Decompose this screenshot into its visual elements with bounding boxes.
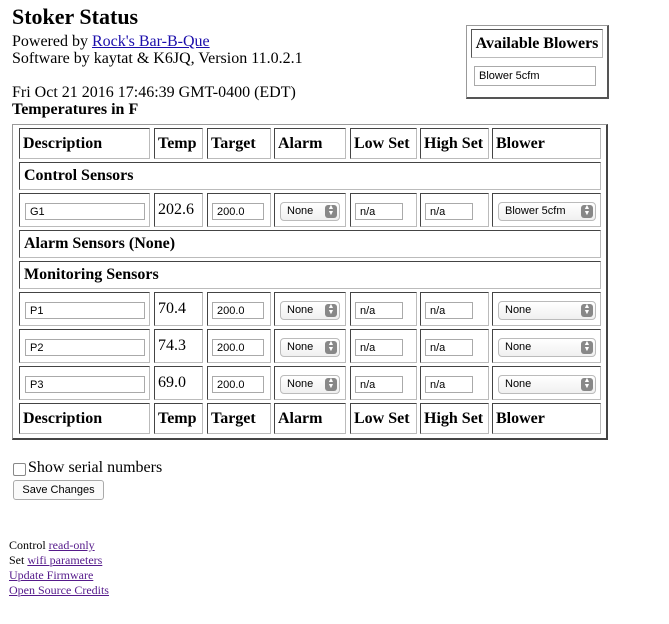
blower-cell	[492, 193, 601, 227]
target-cell	[207, 292, 271, 326]
sensor-table	[12, 124, 608, 440]
high-set-cell	[420, 292, 489, 326]
target-input[interactable]	[212, 339, 264, 356]
blower-select-value: None	[505, 304, 532, 316]
low-set-cell	[350, 292, 417, 326]
low-set-input[interactable]	[355, 339, 403, 356]
alarm-select-value: None	[287, 378, 314, 390]
current-temp: 69.0	[154, 366, 203, 400]
target-input[interactable]	[212, 376, 264, 393]
col-high-set: High Set	[420, 128, 489, 159]
set-label: Set	[9, 553, 28, 567]
blower-name-input[interactable]	[474, 66, 596, 86]
target-cell	[207, 366, 271, 400]
blower-select[interactable]	[498, 301, 596, 320]
blower-select[interactable]	[498, 375, 596, 394]
col-temp: Temp	[154, 128, 203, 159]
chevron-updown-icon: ▲ ▼	[325, 378, 337, 391]
high-set-cell	[420, 366, 489, 400]
update-firmware-link[interactable]: Update Firmware	[9, 568, 94, 582]
blower-select[interactable]	[498, 338, 596, 357]
sensor-name-input[interactable]	[25, 302, 145, 319]
software-credit: Software by kaytat & K6JQ, Version 11.0.2.1	[12, 50, 303, 67]
save-changes-button[interactable]: Save Changes	[13, 480, 104, 500]
alarm-cell	[274, 193, 346, 227]
table-row-description-cell	[19, 329, 150, 363]
alarm-select-value: None	[287, 341, 314, 353]
col-alarm: Alarm	[274, 128, 346, 159]
read-only-link[interactable]: read-only	[48, 538, 95, 552]
powered-by	[12, 33, 210, 51]
low-set-input[interactable]	[355, 302, 403, 319]
low-set-cell	[350, 329, 417, 363]
low-set-input[interactable]	[355, 376, 403, 393]
sensor-name-input[interactable]	[25, 339, 145, 356]
low-set-input[interactable]	[355, 203, 403, 220]
chevron-updown-icon: ▲ ▼	[581, 205, 593, 218]
control-label: Control	[9, 538, 49, 552]
page-title: Stoker Status	[12, 4, 139, 29]
col-temp-footer: Temp	[154, 403, 203, 434]
blower-select-value: None	[505, 341, 532, 353]
chevron-updown-icon: ▲ ▼	[325, 205, 337, 218]
alarm-cell	[274, 292, 346, 326]
blower-select-value: None	[505, 378, 532, 390]
chevron-updown-icon: ▲ ▼	[581, 304, 593, 317]
alarm-select-value: None	[287, 205, 314, 217]
control-mode-line	[9, 538, 95, 553]
alarm-select[interactable]	[280, 375, 340, 394]
chevron-updown-icon: ▲ ▼	[325, 341, 337, 354]
col-low-set: Low Set	[350, 128, 417, 159]
high-set-input[interactable]	[425, 376, 473, 393]
blower-cell	[492, 292, 601, 326]
high-set-cell	[420, 329, 489, 363]
alarm-select[interactable]	[280, 202, 340, 221]
blower-select-value: Blower 5cfm	[505, 205, 566, 217]
wifi-line	[9, 553, 102, 568]
table-row-description-cell	[19, 366, 150, 400]
sensor-name-input[interactable]	[25, 376, 145, 393]
open-source-credits-link[interactable]: Open Source Credits	[9, 583, 109, 597]
table-row-description-cell	[19, 193, 150, 227]
wifi-parameters-link[interactable]: wifi parameters	[27, 553, 103, 567]
blower-cell	[492, 329, 601, 363]
show-serial-checkbox[interactable]	[13, 463, 26, 476]
available-blowers-panel	[466, 25, 609, 99]
col-blower: Blower	[492, 128, 601, 159]
low-set-cell	[350, 193, 417, 227]
alarm-select[interactable]	[280, 338, 340, 357]
current-temp: 202.6	[154, 193, 203, 227]
target-cell	[207, 193, 271, 227]
col-high-set-footer: High Set	[420, 403, 489, 434]
col-description: Description	[19, 128, 150, 159]
col-target-footer: Target	[207, 403, 271, 434]
sensor-name-input[interactable]	[25, 203, 145, 220]
col-target: Target	[207, 128, 271, 159]
high-set-cell	[420, 193, 489, 227]
current-temp: 70.4	[154, 292, 203, 326]
chevron-updown-icon: ▲ ▼	[325, 304, 337, 317]
alarm-select[interactable]	[280, 301, 340, 320]
control-sensors-heading: Control Sensors	[19, 162, 601, 190]
chevron-updown-icon: ▲ ▼	[581, 378, 593, 391]
col-description-footer: Description	[19, 403, 150, 434]
high-set-input[interactable]	[425, 339, 473, 356]
target-input[interactable]	[212, 203, 264, 220]
high-set-input[interactable]	[425, 203, 473, 220]
rocks-bbq-link[interactable]: Rock's Bar-B-Que	[91, 33, 210, 50]
alarm-cell	[274, 366, 346, 400]
monitoring-sensors-heading: Monitoring Sensors	[19, 261, 601, 289]
col-blower-footer: Blower	[492, 403, 601, 434]
target-input[interactable]	[212, 302, 264, 319]
chevron-updown-icon: ▲ ▼	[581, 341, 593, 354]
col-alarm-footer: Alarm	[274, 403, 346, 434]
col-low-set-footer: Low Set	[350, 403, 417, 434]
blower-cell	[492, 366, 601, 400]
powered-by-label: Powered by	[12, 33, 92, 50]
alarm-cell	[274, 329, 346, 363]
alarm-sensors-heading: Alarm Sensors (None)	[19, 230, 601, 258]
datetime: Fri Oct 21 2016 17:46:39 GMT-0400 (EDT)	[12, 84, 296, 101]
high-set-input[interactable]	[425, 302, 473, 319]
units-heading: Temperatures in F	[12, 101, 139, 118]
blower-select[interactable]	[498, 202, 596, 221]
target-cell	[207, 329, 271, 363]
show-serial-label: Show serial numbers	[28, 459, 163, 476]
low-set-cell	[350, 366, 417, 400]
alarm-select-value: None	[287, 304, 314, 316]
table-row-description-cell	[19, 292, 150, 326]
available-blowers-title: Available Blowers	[471, 29, 603, 58]
current-temp: 74.3	[154, 329, 203, 363]
